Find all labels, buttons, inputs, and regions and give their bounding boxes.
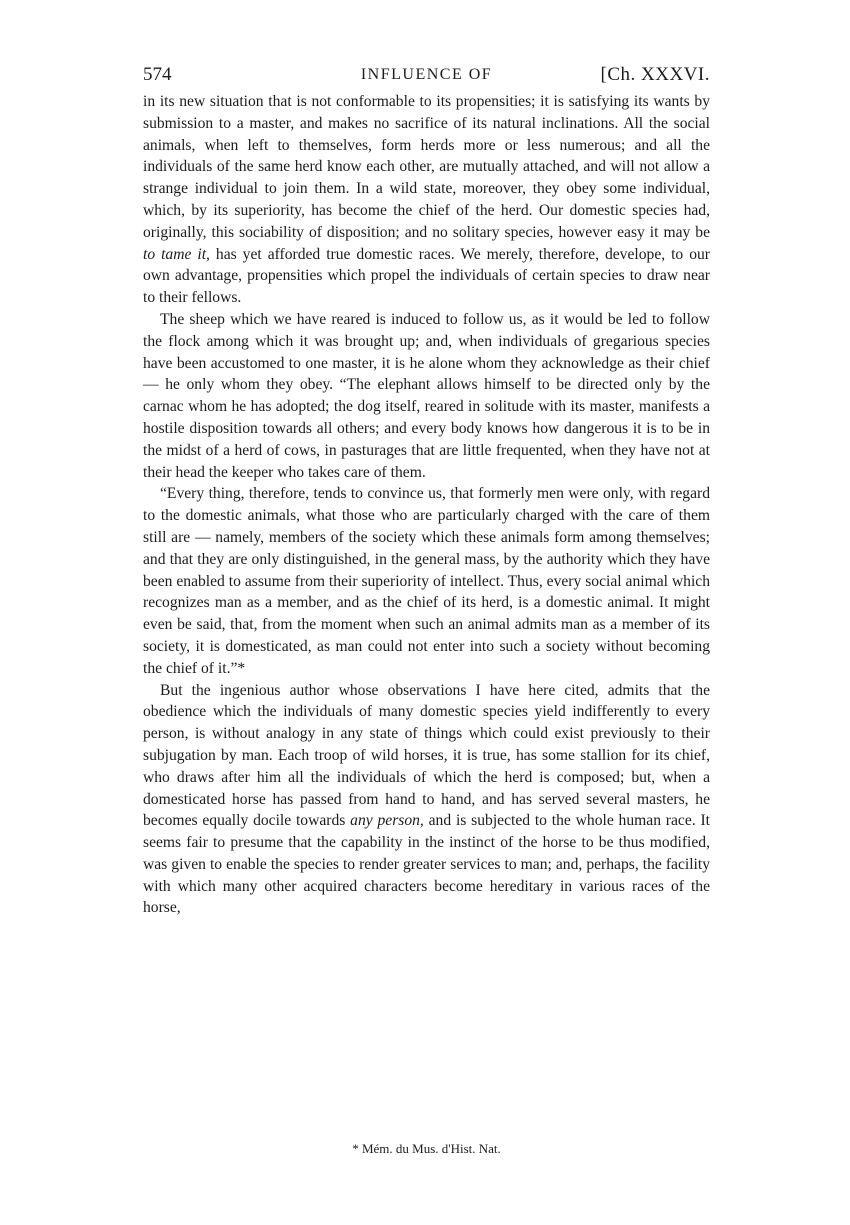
chapter-reference: [Ch. XXXVI. [600,64,710,85]
paragraph-text: But the ingenious author whose observations I have here cited, admits that the obedience which the individuals of many domestic species yield indifferently to every person, is without analogy in any state of things which could exist previously to their subjugation by man. Each troop of wild horses, it is true, has some stallion for its chief, who draws after him all the individuals of which the herd is composed; but, when a domesticated horse has passed from hand to hand, and has served several masters, he becomes equally docile towards [143,681,710,830]
body-text [143,91,710,919]
paragraph: “Every thing, therefore, tends to convince us, that formerly men were only, with regard to the domestic animals, what those who are particularly charged with the care of them still are — namely, members of the society which these animals form among themselves; and that they are only distinguished, in the general mass, by the authority which they have been enabled to assume from their superiority of intellect. Thus, every social animal which recognizes man as a member, and as the chief of its herd, is a domestic animal. It might even be said, that, from the moment when such an animal admits man as a member of its society, it is domesticated, as man could not enter into such a society without becoming the chief of it.”* [143,485,710,677]
paragraph-text: in its new situation that is not conformable to its propensities; it is satisfying its wants by submission to a master, and makes no sacrifice of its natural inclinations. All the social animals, when left to themselves, form herds more or less numerous; and all the individuals of the same herd know each other, are mutually attached, and will not allow a strange individual to join them. In a wild state, moreover, they obey some individual, which, by its superiority, has become the chief of the herd. Our domestic species had, originally, this sociability of disposition; and no solitary species, however easy it may be [143,93,710,241]
paragraph [143,91,710,309]
emphasis-text: any person, [350,812,424,830]
running-title: INFLUENCE OF [360,66,493,83]
emphasis-text: to tame it, [143,245,210,263]
paragraph [143,680,710,920]
page-number: 574 [143,64,172,85]
paragraph-text: and is subjected to the whole human race. It seems fair to presume that the capability in the instinct of the horse to be thus modified, was given to enable the species to render greater services to man; and, perhaps, the facility with which many other acquired characters become hereditary in various races of the horse, [143,812,710,917]
page-header [143,60,710,90]
paragraph-text: has yet afforded true domestic races. We merely, therefore, develope, to our own advantage, propensities which propel the individuals of certain species to draw near to their fellows. [143,245,710,307]
paragraph: The sheep which we have reared is induced to follow us, as it would be led to follow the flock among which it was brought up; and, when individuals of gregarious species have been accustomed to one master, it is he alone whom they acknowledge as their chief — he only whom they obey. “The elephant allows himself to be directed only by the carnac whom he has adopted; the dog itself, reared in solitude with its master, manifests a hostile disposition towards all others; and every body knows how dangerous it is to be in the midst of a herd of cows, in pasturages that are little frequented, when they have not at their head the keeper who takes care of them. [143,310,710,481]
footnote: * Mém. du Mus. d'Hist. Nat. [352,1141,501,1156]
